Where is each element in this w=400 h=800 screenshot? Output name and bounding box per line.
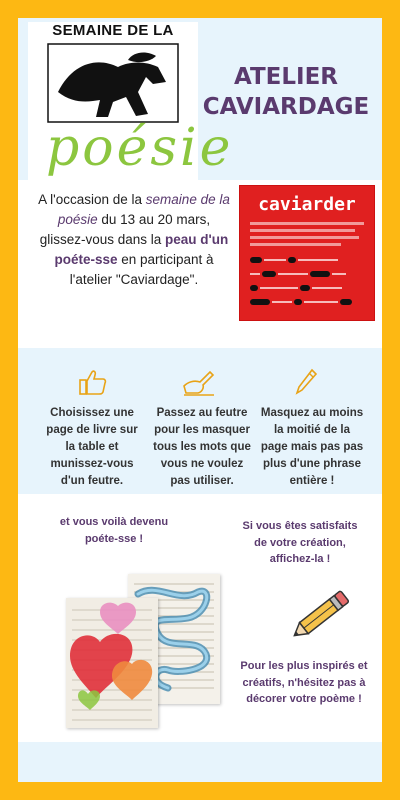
logo-text: SEMAINE DE LA xyxy=(52,22,174,39)
pencil-illustration-icon xyxy=(286,586,356,646)
note-right-top: Si vous êtes satisfaits de votre création, affichez-la ! xyxy=(242,520,358,565)
intro-text: A l'occasion de la semaine de la poésie du 13 au 20 mars, glissez-vous dans la peau d'un poéte-sse en participant à l'atelier "Caviardage". xyxy=(38,192,230,287)
caviarder-title: caviarder xyxy=(258,194,356,215)
writing-hand-icon xyxy=(182,368,216,396)
pencil-icon xyxy=(294,368,318,396)
intro-bold: peau d'un poéte-sse xyxy=(54,232,229,267)
step-3-text: Masquez au moins la moitié de la page mais pas pas plus d'une phrase entière ! xyxy=(260,407,364,487)
caviarder-example-card xyxy=(240,186,374,320)
thumbs-up-icon xyxy=(78,368,108,396)
example-photo-hearts xyxy=(66,598,158,728)
logo-script: poésie xyxy=(46,118,234,178)
intro-emphasis: semaine de la poésie xyxy=(57,192,230,227)
step-1-text: Choisissez une page de livre sur la table et munissez-vous d'un feutre. xyxy=(46,407,138,487)
example-text-lines xyxy=(250,222,364,250)
semaine-poesie-logo xyxy=(28,22,234,192)
poster xyxy=(18,18,382,782)
page-title: ATELIER CAVIARDAGE xyxy=(202,64,370,120)
note-left: et vous voilà devenu poéte-sse ! xyxy=(59,516,169,545)
blacked-out-lines xyxy=(250,256,364,312)
footer-band xyxy=(18,742,382,782)
note-right-bottom: Pour les plus inspirés et créatifs, n'hésitez pas à décorer votre poème ! xyxy=(240,660,368,705)
step-2-text: Passez au feutre pour les masquer tous les mots que vous ne voulez pas utiliser. xyxy=(153,407,251,487)
